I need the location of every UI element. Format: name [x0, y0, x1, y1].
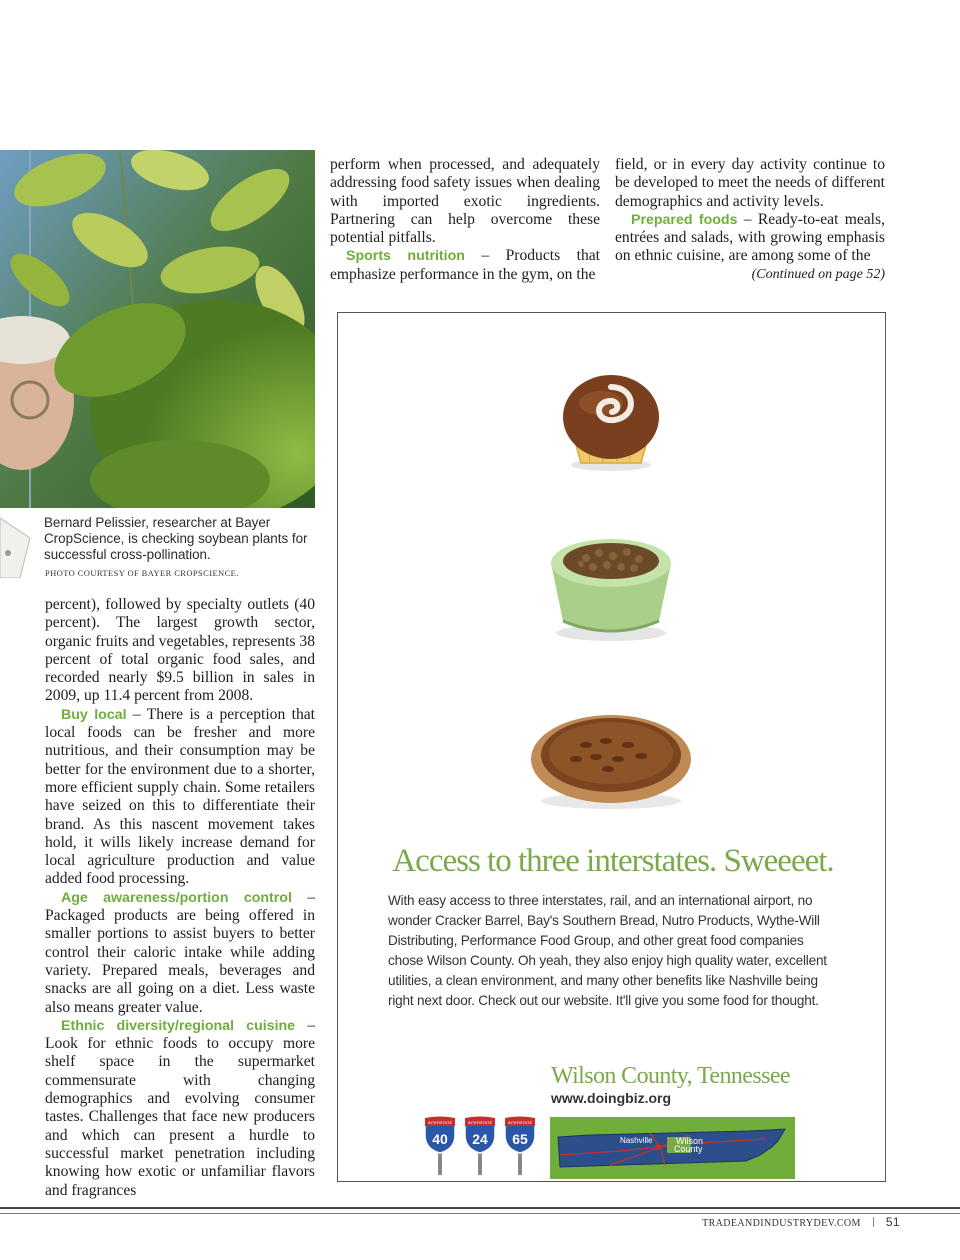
subhead-prepared-foods: Prepared foods [631, 211, 738, 228]
ad-body-text: With easy access to three interstates, rail, and an international airport, no wonder Cracker Barrel, Bay's Southern Bread, Nutro Products, Wythe-Will Distributing, Performance Food Group, and other great food companies chose Wilson County. Oh yeah, they also enjoy high quality water, excellent utilities, a clean environment, and many other benefits like Nashville being right next door. Check out our website. It'll give you some food for thought. [388, 893, 827, 1008]
paragraph-ethnic-diversity [45, 1017, 315, 1200]
footer-rule [0, 1207, 960, 1214]
shield-label: INTERSTATE [467, 1120, 493, 1125]
page-footer [702, 1215, 900, 1229]
interstate-40-shield-icon [422, 1115, 458, 1175]
continued-note: (Continued on page 52) [751, 266, 885, 282]
left-column [45, 596, 315, 1200]
map-label-county: County [674, 1144, 703, 1154]
shield-number: 65 [512, 1131, 528, 1147]
prepared-foods-text: – Ready-to-eat meals, entrées and salads, with growing emphasis on ethnic cuisine, are among some of the [615, 210, 885, 265]
soybean-plant-photo [0, 150, 315, 508]
pecan-pie-image [526, 693, 696, 813]
subhead-sports-nutrition: Sports nutrition [346, 248, 465, 265]
map-label-nashville: Nashville [620, 1136, 653, 1145]
photo-artwork [0, 150, 315, 508]
paragraph: field, or in every day activity continue to be developed to meet the needs of different demographics and activity levels. [615, 156, 885, 210]
photo-caption: Bernard Pelissier, researcher at Bayer CropScience, is checking soybean plants for successful cross-pollination. [44, 515, 308, 562]
ethnic-diversity-text: – Look for ethnic foods to occupy more shelf space in the supermarket commensurate with changing demographics and evolving consumer tastes. Challenges that face new producers and which can present a hurdle to successful market penetration including knowing how exotic or unfamiliar flavors and fragrances [45, 1016, 316, 1199]
footer-separator [873, 1217, 874, 1227]
shield-label: INTERSTATE [427, 1120, 453, 1125]
subhead-age-awareness: Age awareness/portion control [61, 889, 292, 906]
map-label-wilson: Wilson [676, 1136, 704, 1146]
shirt-collar-graphic [0, 508, 40, 578]
right-column [615, 156, 885, 284]
paragraph-buy-local [45, 706, 315, 889]
buy-local-text: – There is a perception that local foods can be fresher and more nutritious, and their consumption may be better for the environment due to a shorter, more efficient supply chain. Some retailers have seized on this to differentiate their brand. As this nascent movement takes hold, it wills likely increase demand for local agriculture production and value added food processing. [45, 705, 316, 888]
paragraph: percent), followed by specialty outlets (40 percent). The largest growth sector, organic fruits and vegetables, represents 38 percent of total organic food sales, and recorded nearly $9.5 billion in sales in 2009, up 11.4 percent from 2008. [45, 596, 315, 705]
pet-food-bowl-image [541, 523, 681, 643]
ad-brand-name: Wilson County, Tennessee [551, 1063, 790, 1089]
shield-number: 24 [472, 1131, 488, 1147]
age-awareness-text: – Packaged products are being offered in smaller portions to assist buyers to better control their caloric intake while adding variety. Prepared meals, beverages and snacks are all going on a diet. Less waste also means greater value. [45, 888, 315, 1016]
wilson-county-advertisement [337, 312, 886, 1182]
chocolate-truffle-image [546, 365, 676, 475]
shield-number: 40 [432, 1131, 448, 1147]
paragraph-sports-nutrition [330, 247, 600, 284]
ad-website-link[interactable]: www.doingbiz.org [551, 1090, 672, 1106]
footer-website: TRADEANDINDUSTRYDEV.COM [702, 1218, 861, 1229]
middle-column [330, 156, 600, 284]
shield-label: INTERSTATE [507, 1120, 533, 1125]
paragraph-age-awareness [45, 889, 315, 1017]
subhead-ethnic-diversity: Ethnic diversity/regional cuisine [61, 1017, 296, 1034]
sports-nutrition-text: – Products that emphasize performance in the gym, on the [330, 247, 600, 283]
paragraph: perform when processed, and adequately addressing food safety issues when dealing with imported exotic ingredients. Partnering can help overcome these potential pitfalls. [330, 156, 600, 247]
photo-credit: PHOTO COURTESY OF BAYER CROPSCIENCE. [45, 568, 239, 578]
interstate-65-shield-icon [502, 1115, 538, 1175]
interstate-24-shield-icon [462, 1115, 498, 1175]
subhead-buy-local: Buy local [61, 706, 127, 723]
paragraph-prepared-foods [615, 210, 885, 282]
ad-headline: Access to three interstates. Sweeeet. [392, 843, 834, 879]
tennessee-map-graphic [550, 1117, 795, 1179]
page-number: 51 [885, 1215, 900, 1229]
